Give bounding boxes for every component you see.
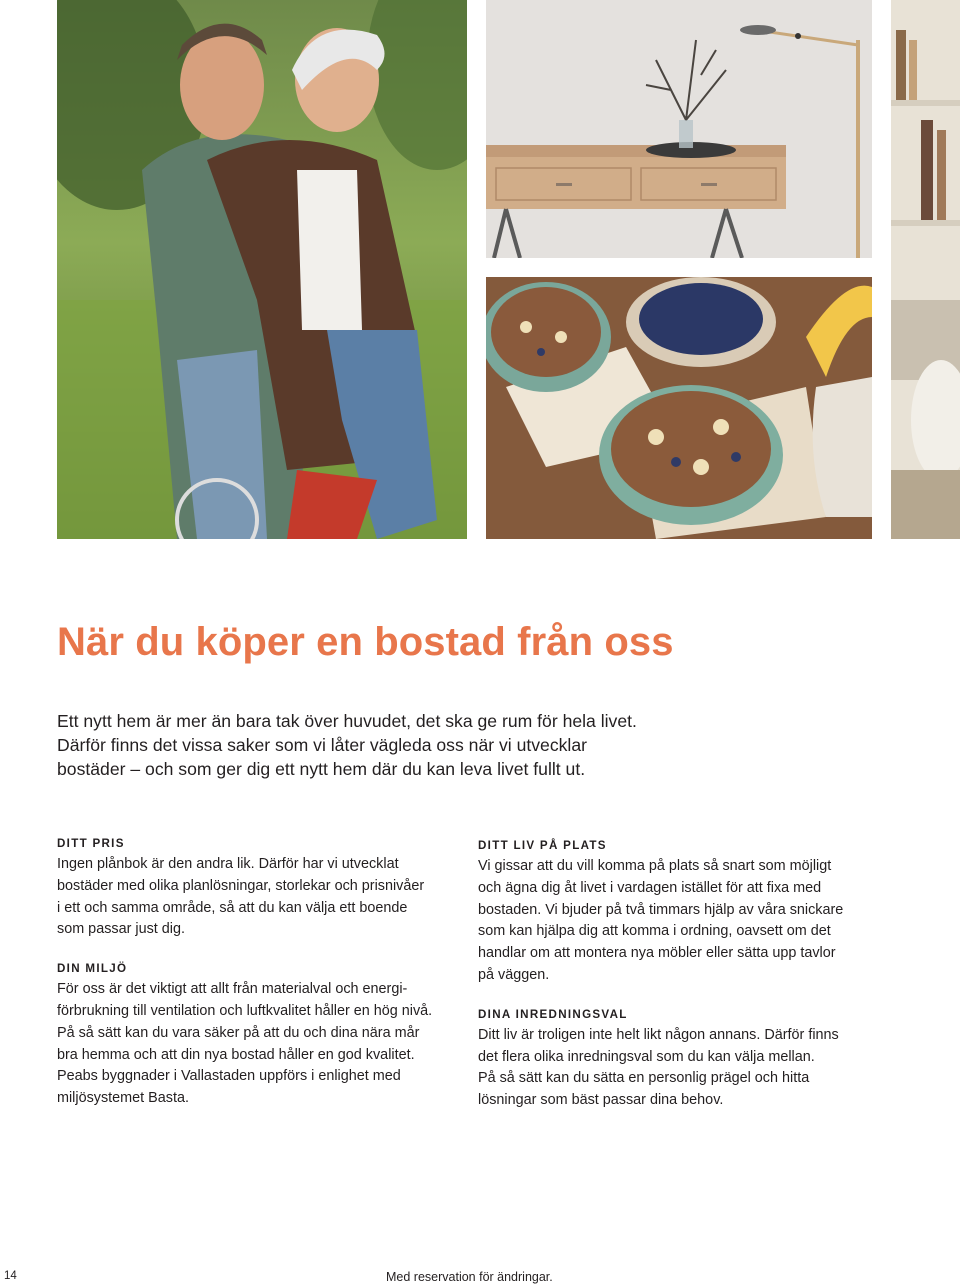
section-heading-miljo: DIN MILJÖ (57, 962, 128, 976)
text-line: i ett och samma område, så att du kan välja ett boende (57, 899, 408, 916)
section-text-liv (478, 856, 878, 987)
section-text-miljo (57, 979, 457, 1110)
text-line: Peabs byggnader i Vallastaden uppförs i enlighet med (57, 1068, 401, 1085)
text-line: lösningar som bäst passar dina behov. (478, 1092, 724, 1109)
footer-disclaimer: Med reservation för ändringar. (386, 1270, 553, 1284)
text-line: som passar just dig. (57, 921, 185, 938)
intro-paragraph: Ett nytt hem är mer än bara tak över huvudet, det ska ge rum för hela livet. Därför finns det vissa saker som vi låter vägleda oss när vi utvecklar bostäder – och som ger dig ett nytt hem där du kan leva livet fullt ut. (57, 711, 637, 779)
text-line: Ingen plånbok är den andra lik. Därför har vi utvecklat (57, 856, 399, 872)
text-line: bostaden. Vi bjuder på två timmars hjälp av våra snickare (478, 901, 844, 918)
spacer (57, 941, 457, 961)
photo-couple-on-bicycle (57, 0, 467, 539)
text-line: På så sätt kan du sätta en personlig prägel och hitta (478, 1070, 810, 1087)
section-text-inredning (478, 1025, 878, 1112)
text-line: miljösystemet Basta. (57, 1090, 189, 1107)
text-line: som kan hjälpa dig att komma i ordning, oavsett om det (478, 923, 831, 940)
section-text-pris (57, 854, 457, 941)
photo-bookshelf (891, 0, 960, 539)
text-line: Vi gissar att du vill komma på plats så snart som möjligt (478, 858, 832, 874)
right-column (478, 838, 878, 1112)
text-line: och ägna dig åt livet i vardagen istället för att fixa med (478, 879, 822, 896)
text-line: bra hemma och att din nya bostad håller en god kvalitet. (57, 1046, 415, 1063)
left-column (57, 836, 457, 1110)
text-line: handlar om att montera nya möbler eller sätta upp tavlor (478, 945, 836, 962)
photo-desk-interior (486, 0, 872, 258)
section-heading-liv: DITT LIV PÅ PLATS (478, 839, 607, 852)
page-number: 14 (4, 1270, 17, 1282)
text-line: För oss är det viktigt att allt från materialval och energi- (57, 981, 408, 998)
section-heading-inredning: DINA INREDNINGSVAL (478, 1007, 628, 1021)
page-headline: När du köper en bostad från oss (57, 620, 674, 664)
section-heading-pris: DITT PRIS (57, 837, 125, 850)
text-line: förbrukning till ventilation och luftkvalitet håller en hög nivå. (57, 1002, 433, 1019)
text-line: bostäder med olika planlösningar, storlekar och prisnivåer (57, 877, 425, 894)
text-line: det flera olika inredningsval som du kan välja mellan. (478, 1048, 815, 1065)
text-line: på väggen. (478, 966, 550, 983)
photo-breakfast-bowls (486, 277, 872, 539)
spacer (478, 987, 878, 1007)
text-line: Ditt liv är troligen inte helt likt någon annans. Därför finns (478, 1026, 839, 1043)
text-line: På så sätt kan du vara säker på att du och dina nära mår (57, 1024, 420, 1041)
